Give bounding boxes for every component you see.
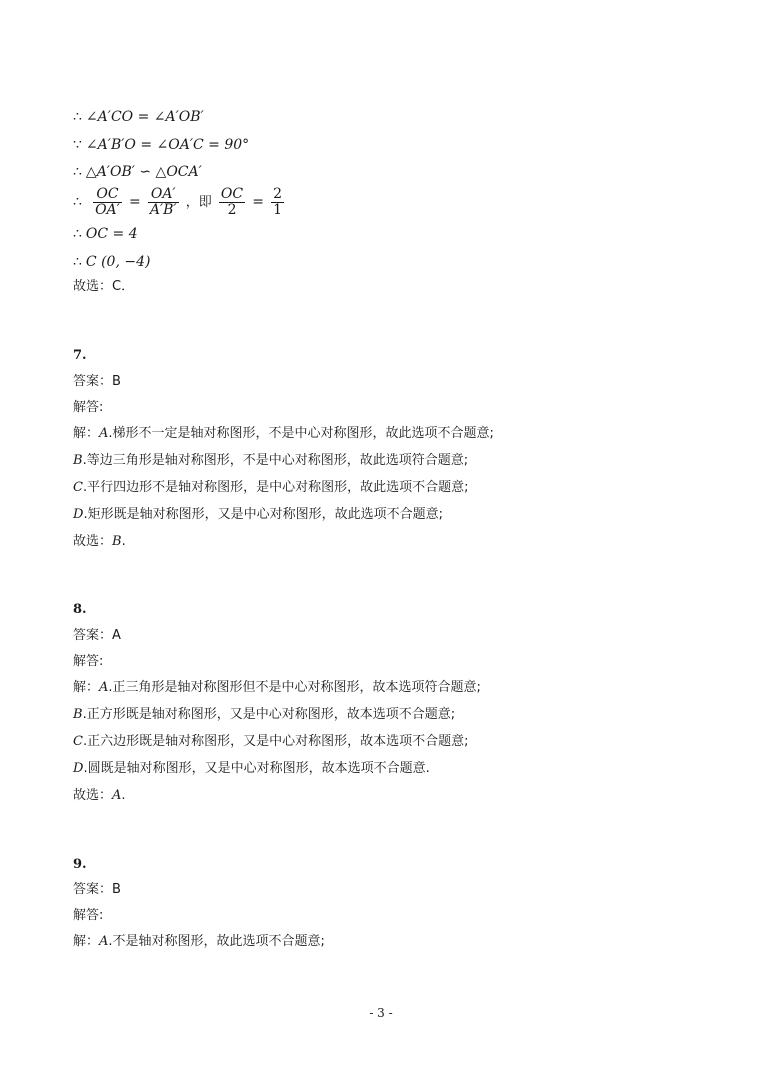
question-7-number: 7. (73, 348, 87, 363)
proof-line-4-ratio (73, 186, 287, 219)
question-7-option-c: C.平行四边形不是轴对称图形，是中心对称图形，故此选项不合题意; (73, 480, 469, 495)
proof-line-2: ∵ ∠A′B′O = ∠OA′C = 90° (73, 137, 250, 153)
proof-line-5: ∴ OC = 4 (73, 226, 138, 242)
page-number: - 3 - (369, 1006, 393, 1020)
question-7-option-b: B.等边三角形是轴对称图形，不是中心对称图形，故此选项符合题意; (73, 453, 469, 468)
proof-conclusion: 故选：C． (73, 279, 135, 294)
therefore-symbol: ∴ (73, 194, 82, 210)
fraction-oc-over-oa: $\frac{OC}{OA'}$ (95, 186, 120, 218)
proof-line-1: ∴ ∠A′CO = ∠A′OB′ (73, 109, 204, 125)
question-8-choice: 故选：A. (73, 788, 126, 803)
question-9-option-a: 解：A.不是轴对称图形，故此选项不合题意; (73, 934, 325, 949)
question-7-solution-label: 解答: (73, 400, 104, 415)
question-8-option-b: B.正方形既是轴对称图形，又是中心对称图形，故本选项不合题意; (73, 707, 456, 722)
proof-line-3: ∴ △A′OB′ ∽ △OCA′ (73, 164, 202, 180)
question-8-number: 8. (73, 602, 87, 617)
question-9-solution-label: 解答: (73, 908, 104, 923)
question-7-answer: 答案：B (73, 374, 121, 389)
ji-text: ，即 (185, 195, 212, 210)
therefore-symbol: ∴ (73, 226, 82, 242)
question-7-option-d: D.矩形既是轴对称图形，又是中心对称图形，故此选项不合题意; (73, 507, 443, 522)
question-9-number: 9. (73, 857, 87, 872)
proof-line-6: ∴ C (0, −4) (73, 254, 151, 270)
question-8-option-d: D.圆既是轴对称图形，又是中心对称图形，故本选项不合题意. (73, 761, 430, 776)
question-9-answer: 答案：B (73, 882, 121, 897)
equals-sign: = (128, 194, 141, 210)
fraction-2-over-1: $\frac{2}{1}$ (273, 186, 283, 218)
fraction-oc-over-2: $\frac{OC}{2}$ (220, 186, 244, 218)
therefore-symbol: ∴ (73, 254, 82, 270)
question-8-answer: 答案：A (73, 628, 121, 643)
because-symbol: ∵ (73, 137, 82, 153)
fraction-oa-over-ab: $\frac{OA'}{A'B'}$ (149, 186, 177, 218)
question-7-option-a: 解：A.梯形不一定是轴对称图形，不是中心对称图形，故此选项不合题意; (73, 426, 494, 441)
question-8-option-a: 解：A.正三角形是轴对称图形但不是中心对称图形，故本选项符合题意; (73, 680, 481, 695)
therefore-symbol: ∴ (73, 109, 82, 125)
question-8-option-c: C.正六边形既是轴对称图形，又是中心对称图形，故本选项不合题意; (73, 734, 469, 749)
question-8-solution-label: 解答: (73, 654, 104, 669)
question-7-choice: 故选：B. (73, 534, 126, 549)
therefore-symbol: ∴ (73, 164, 82, 180)
equals-sign: = (252, 194, 264, 210)
